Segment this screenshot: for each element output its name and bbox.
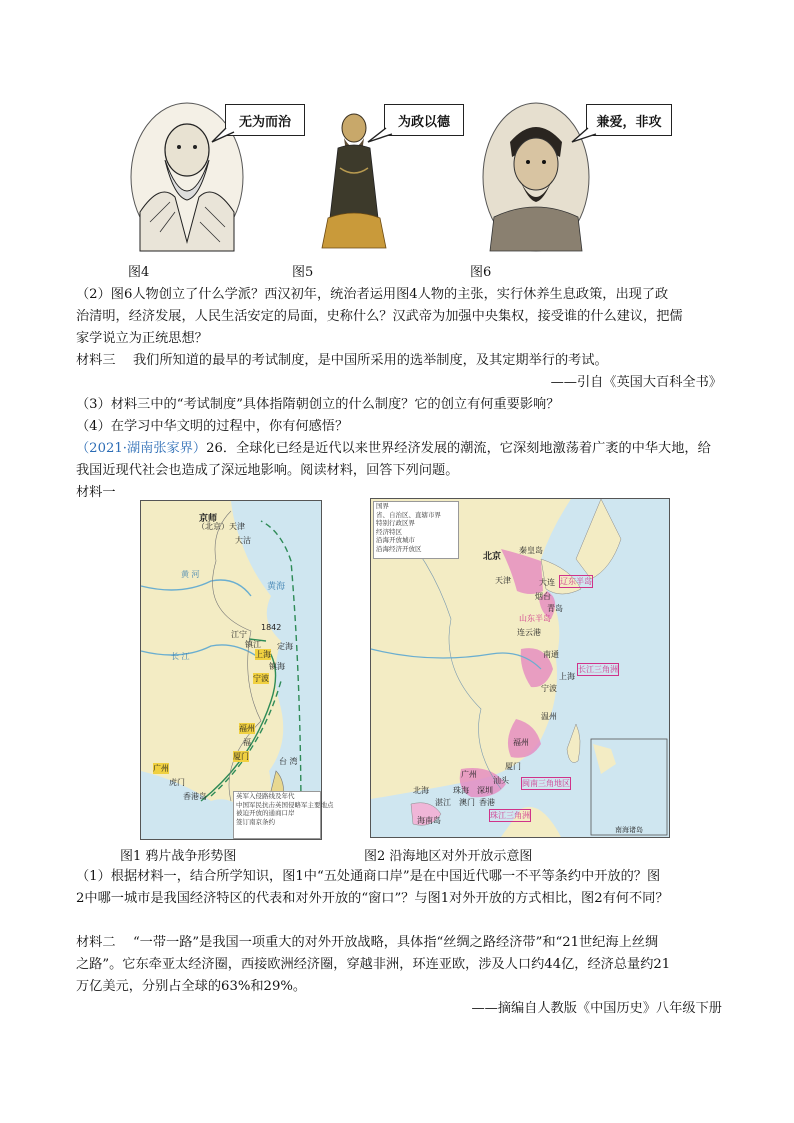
map2-label-macau: 澳门: [459, 798, 475, 807]
map2-label-zhuhai: 珠海: [453, 786, 469, 795]
map1-label-year: 1842: [261, 623, 282, 632]
q2-line2: 治清明，经济发展，人民生活安定的局面，史称什么？汉武帝为加强中央集权，接受谁的什么建议，把儒: [76, 309, 683, 324]
map1-label-guangzhou: 广州: [153, 764, 169, 773]
map2-label-yantai: 烟台: [535, 592, 551, 601]
map1-label-dagu: 大沽: [235, 536, 251, 545]
map1-label-tianjin: 天津: [229, 522, 245, 531]
map2-label-beihai: 北海: [413, 786, 429, 795]
material3-source: ——引自《英国大百科全书》: [550, 375, 722, 390]
map1-label-taiwan: 台 湾: [279, 757, 298, 766]
map2-label-shantou: 汕头: [493, 776, 509, 785]
bubble-tail-fig4: [212, 128, 236, 144]
map2-legend: [373, 501, 459, 559]
q26-source-tag[interactable]: （2021·湖南张家界）: [76, 441, 207, 456]
q4-text: （4）在学习中华文明的过程中，你有何感悟？: [76, 419, 349, 434]
map1-label-fuzhou: 福州: [239, 724, 255, 733]
material2-line2: 之路”。它东牵亚太经济圈，西接欧洲经济圈，穿越非洲，环连亚欧，涉及人口约44亿，经济总量约21: [76, 957, 671, 972]
bubble-tail-fig6: [572, 128, 596, 144]
caption-fig6: 图6: [470, 265, 492, 280]
q26-line2: 我国近现代社会也造成了深远地影响。阅读材料，回答下列问题。: [76, 463, 459, 478]
map-opium-war: [140, 500, 334, 840]
map2-label-tianjin: 天津: [495, 576, 511, 585]
mozi-portrait: [482, 102, 590, 252]
map1-label-xiamen: 厦门: [233, 752, 249, 761]
map1-label-changjiang: 长 江: [171, 652, 190, 661]
speech-bubble-fig5: [384, 104, 464, 136]
map-coastal-opening: [370, 498, 670, 838]
caption-fig5: 图5: [292, 265, 314, 280]
map2-label-ningbo: 宁波: [541, 684, 557, 693]
q1-line2: 2中哪一城市是我国经济特区的代表和对外开放的“窗口”？与图1对外开放的方式相比，图2有何不同？: [76, 891, 669, 906]
q2-line3: 家学说立为正统思想？: [76, 331, 208, 346]
map2-label-xiamen: 厦门: [505, 762, 521, 771]
map2-legend-item: 经济特区: [376, 527, 402, 536]
map1-legend-item: 签订南京条约: [236, 817, 275, 826]
material3-text: 材料三 我们所知道的最早的考试制度，是中国所采用的选举制度，及其定期举行的考试。: [76, 353, 608, 368]
map2-label-beijing: 北京: [483, 552, 502, 562]
bubble-text-fig4: 无为而治: [238, 114, 291, 130]
map2-label-shanghai: 上海: [559, 672, 575, 681]
bubble-tail-fig5: [368, 128, 392, 144]
map2-label-guangzhou: 广州: [461, 770, 477, 779]
map1-label-huanghe: 黄 河: [181, 570, 200, 579]
map1-legend-item: 中国军民抗击英国侵略军主要地点: [236, 800, 334, 809]
map1-legend-item: 被迫开放的通商口岸: [236, 809, 295, 817]
map1-drawing: [141, 501, 334, 839]
material2-line3: 万亿美元，分别占全球的63%和29%。: [76, 979, 307, 994]
material1-label: 材料一: [76, 485, 116, 500]
map1-legend: [233, 791, 334, 839]
map2-legend-item: 国界: [376, 502, 389, 510]
map2-label-fuzhou: 福州: [513, 738, 529, 747]
map2-label-zhujiang-delta: 珠江三角洲: [490, 811, 530, 820]
bubble-text-fig5: 为政以德: [397, 114, 450, 130]
caption-fig4: 图4: [128, 265, 150, 280]
map2-label-hainan: 海南岛: [417, 816, 441, 825]
map1-label-shanghai: 上海: [255, 650, 271, 659]
map2-legend-item: 省、自治区、直辖市界: [376, 510, 441, 519]
map1-label-huanghai: 黄海: [267, 582, 286, 592]
map2-label-wenzhou: 温州: [541, 712, 557, 721]
map1-label-hongkong: 香港岛: [183, 792, 207, 801]
map1-label-jiangning: 江宁: [231, 630, 247, 639]
map1-label-fu: 福: [243, 738, 251, 747]
map1-legend-item: 英军入侵路线及年代: [236, 792, 295, 800]
material2-source: ——摘编自人教版《中国历史》八年级下册: [471, 1001, 722, 1016]
q26-line1: [76, 438, 711, 460]
map1-label-zhenhai: 镇海: [269, 662, 285, 671]
bubble-text-fig6: 兼爱，非攻: [596, 114, 662, 130]
figure-6: [482, 102, 590, 252]
caption-map1: 图1 鸦片战争形势图: [120, 849, 237, 864]
map2-label-shandong: 山东半岛: [519, 614, 551, 623]
map2-label-minnan: 闽南三角地区: [522, 779, 570, 788]
map1-label-humen: 虎门: [169, 778, 185, 787]
map1-label-zhenjiang: 镇江: [245, 640, 261, 649]
map2-label-hongkong: 香港: [479, 798, 495, 807]
map2-legend-item: 沿海开放城市: [376, 536, 415, 544]
caption-map2: 图2 沿海地区对外开放示意图: [364, 849, 533, 864]
speech-bubble-fig6: [586, 104, 672, 136]
map2-label-shenzhen: 深圳: [477, 786, 493, 795]
map2-label-qinhuangdao: 秦皇岛: [519, 546, 543, 555]
q1-line1: （1）根据材料一，结合所学知识，图1中“五处通商口岸”是在中国近代哪一不平等条约中开放的？图: [76, 869, 661, 884]
map2-legend-item: 沿海经济开放区: [376, 544, 422, 553]
q3-text: （3）材料三中的“考试制度”具体指隋朝创立的什么制度？它的创立有何重要影响？: [76, 397, 560, 412]
map1-label-beijing: （北京）: [197, 522, 229, 531]
map1-label-ningbo: 宁波: [253, 674, 269, 683]
map2-label-lianyungang: 连云港: [517, 628, 541, 637]
q2-line1: （2）图6人物创立了什么学派？西汉初年，统治者运用图4人物的主张，实行休养生息政策，出现了政: [76, 287, 669, 302]
q26-line1-text: 26．全球化已经是近代以来世界经济发展的潮流，它深刻地激荡着广袤的中华大地，给: [206, 441, 711, 456]
material2-line1: 材料二 “一带一路”是我国一项重大的对外开放战略，具体指“丝绸之路经济带”和“21世纪海上丝绸: [76, 935, 659, 950]
map2-label-changjiang-delta: 长江三角洲: [578, 665, 618, 674]
map2-label-nanhai: 南海诸岛: [615, 826, 643, 834]
map2-legend-item: 特别行政区界: [376, 519, 415, 527]
map1-label-jingshi: 京师: [199, 514, 218, 524]
map2-label-zhanjiang: 湛江: [435, 798, 451, 807]
map2-label-qingdao: 青岛: [547, 604, 563, 613]
map2-label-nantong: 南通: [543, 650, 559, 659]
map1-label-dinghai: 定海: [277, 642, 293, 651]
map2-label-dalian: 大连: [539, 578, 555, 587]
speech-bubble-fig4: [225, 104, 305, 136]
map2-label-liaodong: 辽东半岛: [560, 577, 592, 586]
